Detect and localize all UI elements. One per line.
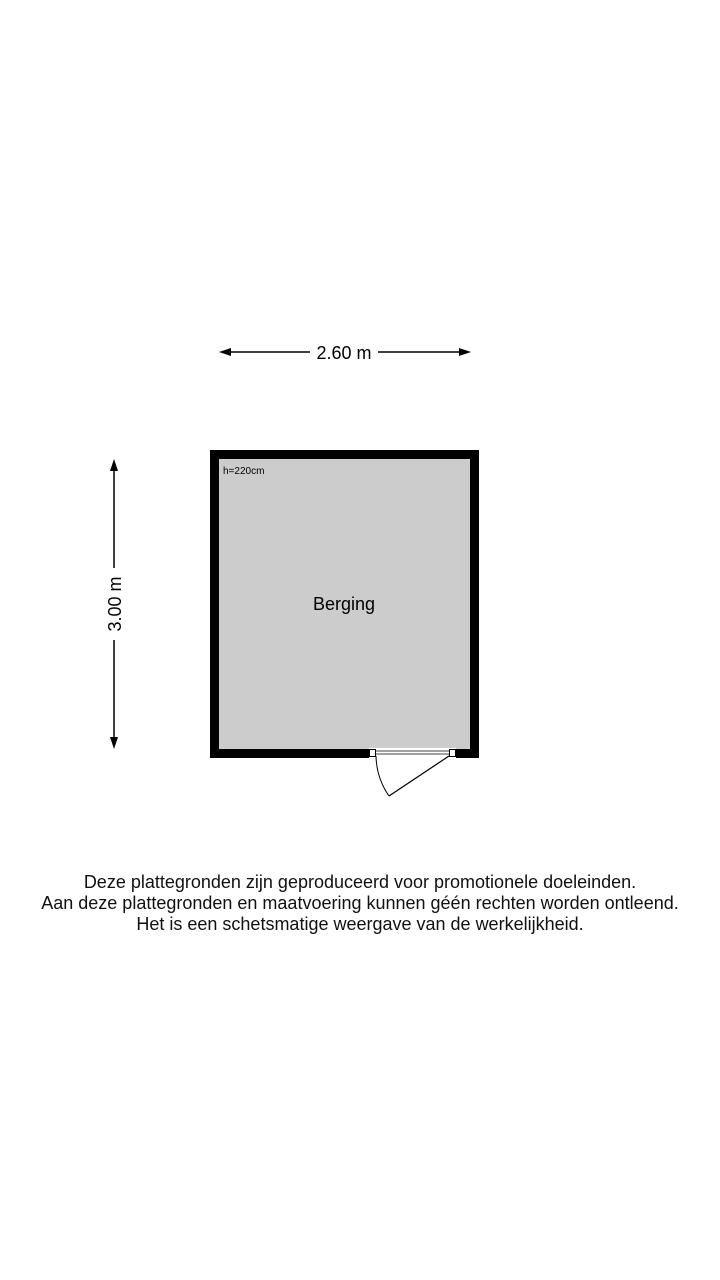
door-swing-icon bbox=[376, 756, 449, 796]
disclaimer bbox=[0, 872, 720, 935]
width-dimension bbox=[219, 343, 471, 363]
disclaimer-line: Deze plattegronden zijn geproduceerd voor promotionele doeleinden. bbox=[83, 872, 637, 892]
height-label: 3.00 m bbox=[105, 576, 125, 632]
ceiling-height-label: h=220cm bbox=[223, 466, 265, 477]
disclaimer-line: Het is een schetsmatige weergave van de werkelijkheid. bbox=[136, 914, 584, 934]
door-opening bbox=[369, 748, 456, 759]
width-label: 2.60 m bbox=[316, 343, 372, 363]
room-name: Berging bbox=[312, 594, 376, 614]
arrow-right-icon bbox=[459, 348, 471, 356]
room-berging bbox=[210, 450, 479, 796]
arrow-up-icon bbox=[110, 459, 118, 471]
height-dimension bbox=[105, 459, 125, 749]
arrow-down-icon bbox=[110, 737, 118, 749]
disclaimer-line: Aan deze plattegronden en maatvoering kunnen géén rechten worden ontleend. bbox=[41, 893, 679, 913]
arrow-left-icon bbox=[219, 348, 231, 356]
